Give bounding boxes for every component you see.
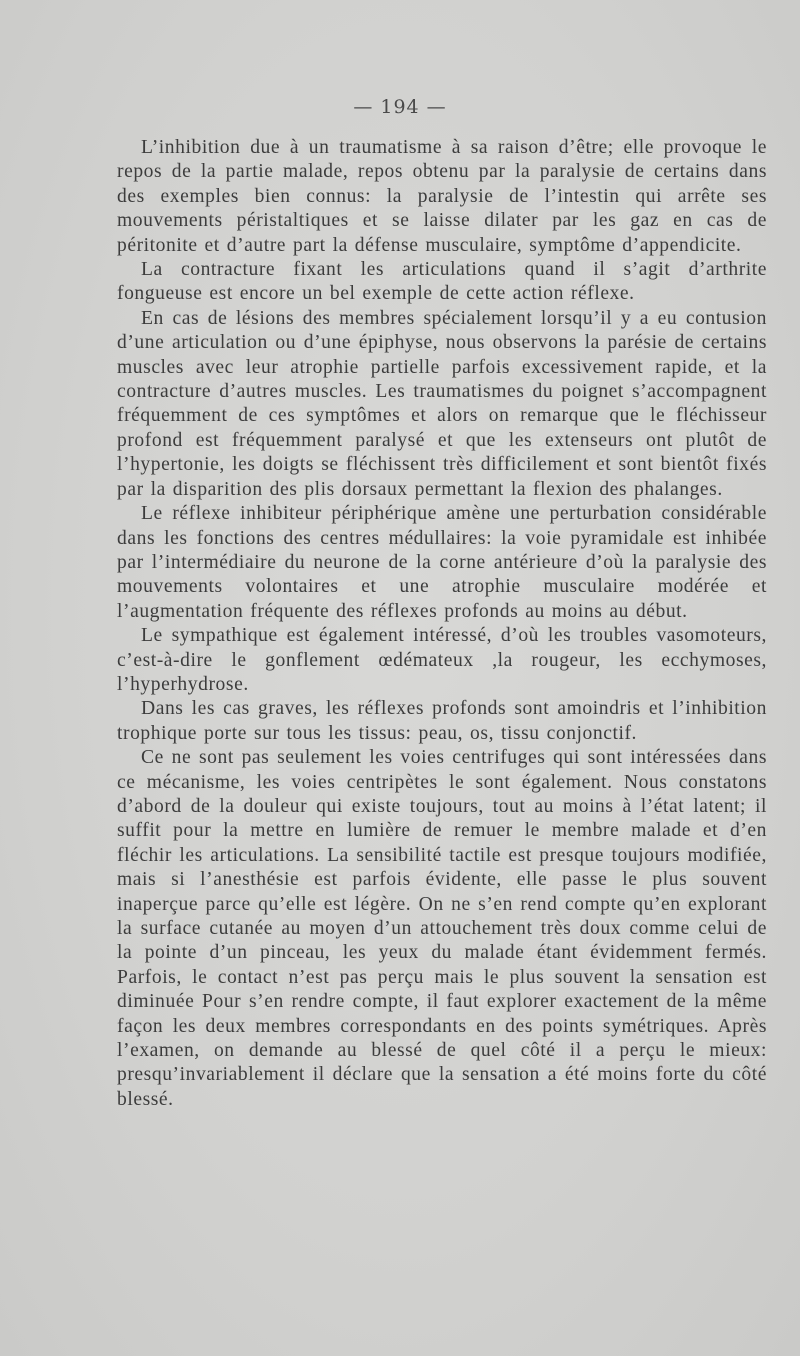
paragraph-sympathique: Le sympathique est également intéressé, d’où les troubles vasomoteurs, c’est-à-dire le gonflement œdémateux ,la rougeur, les ecchymoses, l’hyperhydrose. — [117, 625, 767, 695]
paragraph-inhibition: L’inhibition due à un traumatisme à sa raison d’être; elle provoque le repos de la partie malade, repos obtenu par la paralysie de certains dans des exemples bien connus: la paralysie de l’intestin qui arrête ses mouvements péristaltiques et se laisse dilater par les gaz en cas de péritonite et d’autre part la défense musculaire, symptôme d’appendicite. — [117, 137, 767, 256]
paragraph-reflexe: Le réflexe inhibiteur périphérique amène une perturbation considérable dans les fonctions des centres médullaires: la voie pyramidale est inhibée par l’intermédiaire du neurone de la corne antérieure d’où la paralysie des mouvements volontaires et une atrophie musculaire modérée et l’augmentation fréquente des réflexes profonds au moins au début. — [117, 503, 767, 622]
page-number: — 194 — — [353, 96, 447, 118]
body-text — [117, 136, 767, 1112]
paragraph-lesions: En cas de lésions des membres spécialement lorsqu’il y a eu contusion d’une articulation ou d’une épiphyse, nous observons la parésie de certains muscles avec leur atrophie partielle parfois excessivement rapide, et la contracture d’autres muscles. Les traumatismes du poignet s’accompagnent fréquemment de ces symptômes et alors on remarque que le fléchisseur profond est fréquemment paralysé et que les extenseurs ont plutôt de l’hypertonie, les doigts se fléchissent très difficilement et sont bientôt fixés par la disparition des plis dorsaux permettant la flexion des phalanges. — [117, 307, 767, 500]
paragraph-voies: Ce ne sont pas seulement les voies centrifuges qui sont intéressées dans ce mécanisme, les voies centripètes le sont également. Nous constatons d’abord de la douleur qui existe toujours, tout au moins à l’état latent; il suffit pour la mettre en lumière de remuer le membre malade et d’en fléchir les articulations. La sensibilité tactile est presque toujours modifiée, mais si l’anesthésie est parfois évidente, elle passe le plus souvent inaperçue parce qu’elle est légère. On ne s’en rend compte qu’en explorant la surface cutanée au moyen d’un attouchement très doux comme celui de la pointe d’un pinceau, les yeux du malade étant évidemment fermés. Parfois, le contact n’est pas perçu mais le plus souvent la sensation est diminuée Pour s’en rendre compte, il faut explorer exactement de la même façon les deux membres correspondants en des points symétriques. Après l’examen, on demande au blessé de quel côté il a perçu le mieux: presqu’invariablement il déclare que la sensation a été moins forte du côté blessé. — [117, 747, 767, 1110]
paragraph-contracture: La contracture fixant les articulations quand il s’agit d’arthrite fongueuse est encore un bel exemple de cette action réflexe. — [117, 259, 767, 305]
paragraph-cas-graves: Dans les cas graves, les réflexes profonds sont amoindris et l’inhibition trophique porte sur tous les tissus: peau, os, tissu conjonctif. — [117, 698, 767, 744]
